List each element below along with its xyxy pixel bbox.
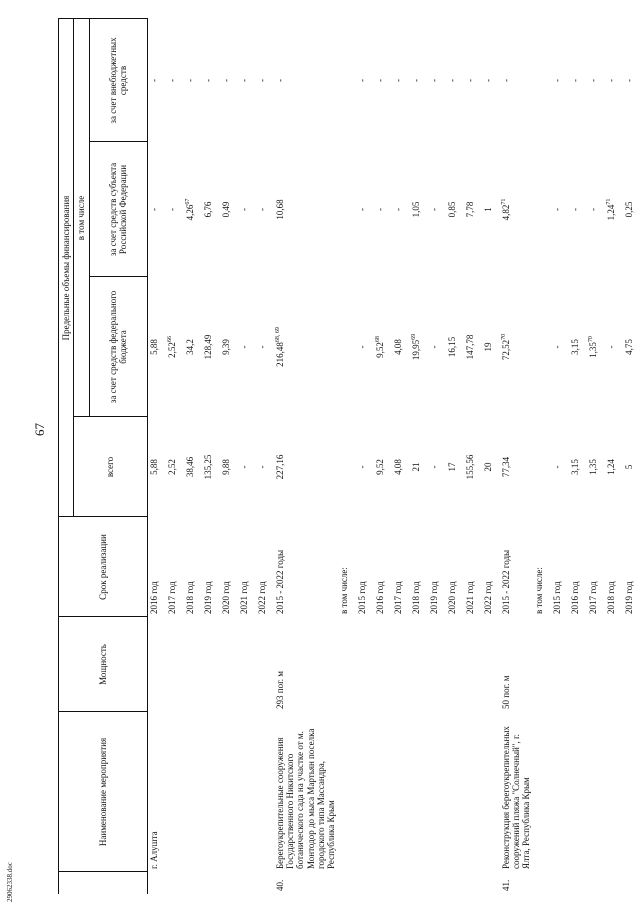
footnote-mark: 70	[587, 336, 594, 343]
row-period: 2019 год	[428, 581, 439, 614]
row-total: 2,52	[166, 459, 177, 475]
row-name	[605, 712, 623, 872]
row-total: 21	[410, 462, 421, 472]
row-period: 2022 год	[482, 581, 493, 614]
table-row	[623, 19, 640, 894]
row-regional: 4,26$^{67}$	[184, 198, 195, 221]
row-capacity	[392, 617, 410, 712]
row-number	[202, 872, 220, 894]
footnote-mark: 67	[184, 198, 191, 205]
row-number	[166, 872, 184, 894]
footnote-mark: 68, 69	[274, 327, 281, 343]
row-number	[623, 872, 640, 894]
row-number	[587, 872, 605, 894]
table-row	[184, 19, 202, 894]
header-including: в том числе	[74, 19, 89, 417]
row-capacity	[569, 617, 587, 712]
row-name	[482, 712, 500, 872]
row-federal: 2,52$^{66}$	[166, 336, 177, 358]
row-capacity	[605, 617, 623, 712]
row-extrabudget: -	[551, 79, 562, 82]
row-federal: -	[605, 345, 616, 349]
row-period: 2020 год	[446, 581, 457, 614]
row-federal: 9,39	[220, 339, 231, 355]
row-federal: 9,52$^{68}$	[374, 336, 385, 358]
table-row	[410, 19, 428, 894]
row-regional: -	[256, 208, 267, 211]
row-number	[220, 872, 238, 894]
row-federal: -	[428, 345, 439, 349]
row-extrabudget: -	[274, 79, 285, 82]
row-total: 155,56	[464, 454, 475, 480]
row-regional: -	[148, 208, 159, 211]
row-total: -	[356, 465, 367, 469]
row-total	[533, 417, 551, 517]
row-capacity	[428, 617, 446, 712]
row-capacity	[238, 617, 256, 712]
row-federal: 16,15	[446, 336, 457, 358]
row-federal: 4,75	[623, 339, 634, 355]
row-total: 38,46	[184, 456, 195, 478]
row-period: 2020 год	[220, 581, 231, 614]
row-extrabudget: -	[464, 79, 475, 82]
row-name	[392, 712, 410, 872]
row-total: -	[256, 465, 267, 469]
row-regional: -	[428, 208, 439, 211]
row-number	[238, 872, 256, 894]
row-number	[184, 872, 202, 894]
row-extrabudget: -	[238, 79, 249, 82]
row-period: 2016 год	[374, 581, 385, 614]
row-federal: 3,15	[569, 339, 580, 355]
row-capacity: 293 пог. м	[274, 671, 285, 709]
row-period: 2019 год	[202, 581, 213, 614]
table-row	[374, 19, 392, 894]
header-regional: за счет средств субъекта Российской Федерации	[89, 142, 147, 277]
table-row	[256, 19, 274, 894]
row-extrabudget: -	[220, 79, 231, 82]
row-total: -	[551, 465, 562, 469]
row-period: 2022 год	[256, 581, 267, 614]
row-capacity	[446, 617, 464, 712]
row-number	[551, 872, 569, 894]
row-regional: 6,76	[202, 201, 213, 218]
row-extrabudget: -	[428, 79, 439, 82]
row-number	[256, 872, 274, 894]
page-number: 67	[32, 423, 47, 436]
header-total: всего	[74, 417, 147, 517]
row-total: 5	[623, 464, 634, 470]
row-period: 2018 год	[410, 581, 421, 614]
row-name	[238, 712, 256, 872]
row-number	[356, 872, 374, 894]
row-period: в том числе:	[338, 567, 349, 614]
row-name	[374, 712, 392, 872]
row-number	[147, 872, 166, 894]
row-extrabudget: -	[166, 79, 177, 82]
row-total: -	[428, 465, 439, 469]
row-total: 4,08	[392, 459, 403, 475]
row-federal: 34,2	[184, 339, 195, 355]
row-name	[587, 712, 605, 872]
row-extrabudget: -	[148, 79, 159, 82]
row-total: 1,24	[605, 459, 616, 475]
row-federal: 19	[482, 342, 493, 352]
row-extrabudget: -	[605, 79, 616, 82]
row-federal	[533, 277, 551, 417]
row-total: 227,16	[274, 454, 285, 480]
row-capacity	[338, 617, 356, 712]
row-total	[338, 417, 356, 517]
row-capacity	[587, 617, 605, 712]
row-regional: 7,78	[464, 201, 475, 218]
row-name	[202, 712, 220, 872]
table-row	[356, 19, 374, 894]
table-row	[551, 19, 569, 894]
table-row	[166, 19, 184, 894]
header-name: Наименование мероприятия	[59, 712, 148, 872]
row-period: 2015 - 2022 годы	[274, 549, 285, 614]
row-name	[533, 712, 551, 872]
row-period: 2018 год	[184, 581, 195, 614]
row-period: 2015 - 2022 годы	[500, 549, 511, 614]
row-federal: 72,52$^{70}$	[500, 333, 511, 361]
row-capacity	[623, 617, 640, 712]
row-extrabudget: -	[587, 79, 598, 82]
row-federal: -	[356, 345, 367, 349]
row-name	[220, 712, 238, 872]
table-row	[392, 19, 410, 894]
row-period: 2018 год	[605, 581, 616, 614]
row-capacity	[147, 617, 166, 712]
row-name	[410, 712, 428, 872]
row-name: Берегоукрепительные сооружения Государственного Никитского ботанического сада на участке от м. Монтодор до мыса Мартьян поселка городского типа Массандра, Республика Крым	[274, 728, 337, 869]
row-number	[410, 872, 428, 894]
row-period: 2019 год	[623, 581, 634, 614]
document-id: 29062338.doc	[6, 862, 14, 902]
row-period: в том числе:	[533, 567, 544, 614]
row-total: 9,88	[220, 459, 231, 475]
row-name	[446, 712, 464, 872]
row-total: 5,88	[148, 459, 159, 475]
row-regional: 0,49	[220, 201, 231, 218]
row-federal: -	[551, 345, 562, 349]
row-federal: 1,35$^{70}$	[587, 336, 598, 358]
row-name	[256, 712, 274, 872]
row-capacity	[256, 617, 274, 712]
row-period: 2016 год	[148, 581, 159, 614]
row-extrabudget: -	[623, 79, 634, 82]
row-regional	[533, 142, 551, 277]
row-total: 1,35	[587, 459, 598, 475]
table-row	[605, 19, 623, 894]
row-number	[392, 872, 410, 894]
row-regional: -	[356, 208, 367, 211]
row-name	[623, 712, 640, 872]
row-capacity: 50 пог. м	[500, 675, 511, 709]
row-federal: 5,88	[148, 339, 159, 355]
row-regional: 1	[482, 207, 493, 212]
row-regional: 0,25	[623, 201, 634, 218]
footnote-mark: 70	[500, 333, 507, 340]
row-regional: 4,82$^{71}$	[500, 198, 511, 221]
row-extrabudget: -	[500, 79, 511, 82]
row-number	[605, 872, 623, 894]
row-period: 2017 год	[166, 581, 177, 614]
row-total: 77,34	[500, 456, 511, 478]
row-number: 41.	[500, 879, 511, 891]
row-extrabudget	[533, 19, 551, 142]
table-row	[446, 19, 464, 894]
row-regional: -	[392, 208, 403, 211]
row-capacity	[410, 617, 428, 712]
row-name: Реконструкция берегоукрепительных сооружений пляжа "Солнечный", г. Ялта, Республика Крым	[500, 726, 532, 869]
row-regional: 1,05	[410, 201, 421, 218]
table-row	[464, 19, 482, 894]
row-regional: 10,68	[274, 199, 285, 220]
row-extrabudget: -	[202, 79, 213, 82]
row-period: 2021 год	[464, 581, 475, 614]
header-capacity: Мощность	[59, 617, 148, 712]
row-regional: -	[587, 208, 598, 211]
row-name	[569, 712, 587, 872]
row-total: -	[238, 465, 249, 469]
row-extrabudget: -	[256, 79, 267, 82]
row-total: 17	[446, 462, 457, 472]
row-extrabudget: -	[392, 79, 403, 82]
row-capacity	[166, 617, 184, 712]
table-row	[202, 19, 220, 894]
financing-table-rotated	[58, 19, 634, 894]
row-number	[482, 872, 500, 894]
footnote-mark: 68	[374, 336, 381, 343]
row-total: 3,15	[569, 459, 580, 475]
row-name	[166, 712, 184, 872]
row-name: г. Алушта	[148, 831, 159, 869]
row-number	[446, 872, 464, 894]
row-capacity	[482, 617, 500, 712]
header-volumes-group: Предельные объемы финансирования	[59, 19, 74, 517]
row-period: 2016 год	[569, 581, 580, 614]
table-row	[220, 19, 238, 894]
row-regional: 1,24$^{71}$	[605, 198, 616, 221]
row-number	[569, 872, 587, 894]
row-regional: -	[551, 208, 562, 211]
row-total: 135,25	[202, 454, 213, 480]
row-extrabudget: -	[482, 79, 493, 82]
header-number	[59, 872, 148, 894]
row-capacity	[184, 617, 202, 712]
footnote-mark: 69	[410, 333, 417, 340]
row-federal	[338, 277, 356, 417]
table-row	[338, 19, 356, 894]
row-name	[356, 712, 374, 872]
row-period: 2021 год	[238, 581, 249, 614]
row-name	[551, 712, 569, 872]
row-regional: -	[374, 208, 385, 211]
table-row	[533, 19, 551, 894]
row-number	[338, 872, 356, 894]
row-capacity	[464, 617, 482, 712]
row-extrabudget	[338, 19, 356, 142]
row-name	[464, 712, 482, 872]
row-capacity	[202, 617, 220, 712]
row-extrabudget: -	[374, 79, 385, 82]
table-row	[500, 19, 533, 894]
table-body	[147, 19, 640, 894]
row-capacity	[220, 617, 238, 712]
table-row	[147, 19, 166, 894]
row-regional: 0,85	[446, 201, 457, 218]
table-row	[238, 19, 256, 894]
row-federal: 128,49	[202, 334, 213, 360]
row-federal: 216,48$^{68, 69}$	[274, 327, 285, 367]
row-period: 2017 год	[587, 581, 598, 614]
row-total: 9,52	[374, 459, 385, 475]
row-federal: -	[238, 345, 249, 349]
row-name	[338, 712, 356, 872]
row-extrabudget: -	[410, 79, 421, 82]
row-federal: -	[256, 345, 267, 349]
row-capacity	[551, 617, 569, 712]
table-row	[274, 19, 338, 894]
row-period: 2015 год	[551, 581, 562, 614]
row-name	[428, 712, 446, 872]
row-federal: 19,95$^{69}$	[410, 333, 421, 361]
row-capacity	[533, 617, 551, 712]
row-regional: -	[569, 208, 580, 211]
table-row	[587, 19, 605, 894]
row-period: 2015 год	[356, 581, 367, 614]
table-row	[482, 19, 500, 894]
row-federal: 147,78	[464, 334, 475, 360]
row-period: 2017 год	[392, 581, 403, 614]
header-federal: за счет средств федерального бюджета	[89, 277, 147, 417]
footnote-mark: 71	[605, 198, 612, 205]
financing-table	[58, 18, 640, 894]
row-number	[374, 872, 392, 894]
header-extrabudget: за счет внебюджетных средств	[89, 19, 147, 142]
row-regional: -	[238, 208, 249, 211]
row-extrabudget: -	[569, 79, 580, 82]
row-regional	[338, 142, 356, 277]
footnote-mark: 66	[166, 336, 173, 343]
table-row	[428, 19, 446, 894]
row-number: 40.	[274, 879, 285, 891]
row-extrabudget: -	[356, 79, 367, 82]
row-number	[533, 872, 551, 894]
row-number	[464, 872, 482, 894]
row-number	[428, 872, 446, 894]
row-federal: 4,08	[392, 339, 403, 355]
row-total: 20	[482, 462, 493, 472]
table-row	[569, 19, 587, 894]
row-capacity	[356, 617, 374, 712]
row-regional: -	[166, 208, 177, 211]
row-capacity	[374, 617, 392, 712]
row-extrabudget: -	[446, 79, 457, 82]
row-extrabudget: -	[184, 79, 195, 82]
row-name	[184, 712, 202, 872]
footnote-mark: 71	[500, 198, 507, 205]
header-period: Срок реализации	[59, 517, 148, 617]
